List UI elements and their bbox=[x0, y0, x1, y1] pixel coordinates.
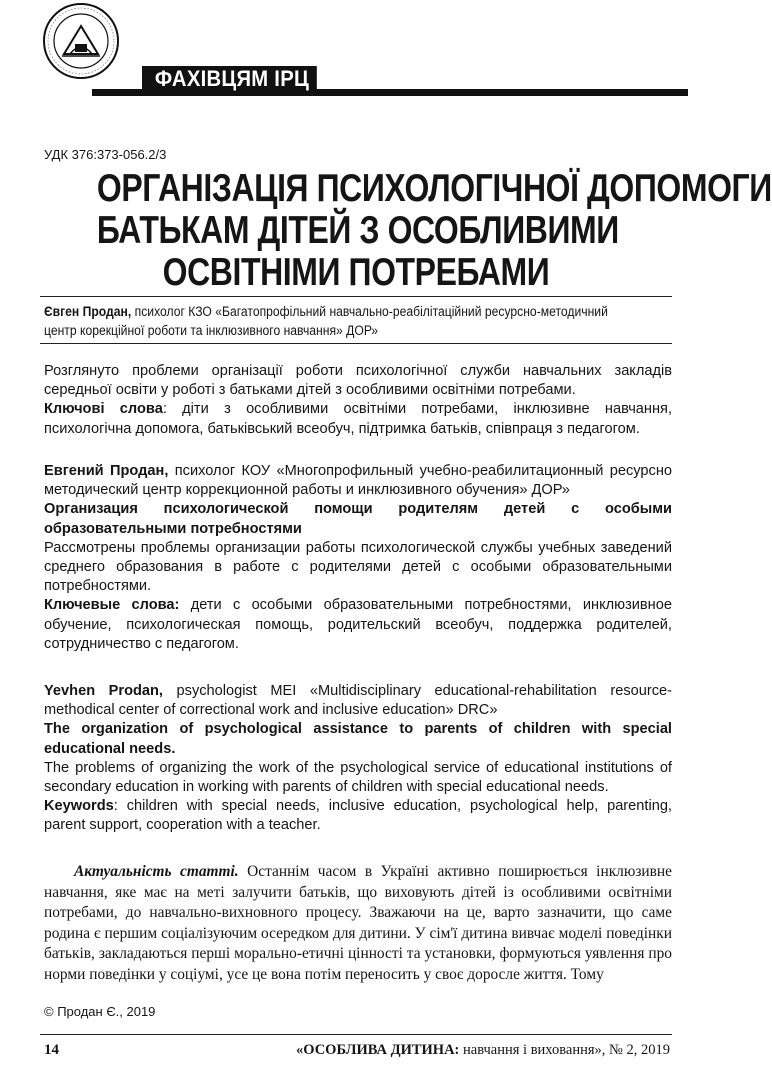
author-ua-affiliation: психолог КЗО «Багатопрофільний навчально-реабілітаційний ресурсно-методичний bbox=[131, 304, 608, 319]
keywords-ua bbox=[44, 400, 672, 438]
keywords-ru-text: дети с особыми образовательными потребностями, инклюзивное обучение, психологическая помощь, родительский всеобуч, поддержка родителей, сотрудничество с педагогом. bbox=[44, 597, 672, 652]
abstract-en bbox=[44, 682, 672, 836]
body-lead: Актуальність статті. bbox=[74, 863, 239, 880]
page-number: 14 bbox=[44, 1042, 59, 1058]
journal-name bbox=[296, 1042, 670, 1059]
body-paragraph bbox=[44, 862, 672, 986]
abstract-ru-text: Рассмотрены проблемы организации работы психологической службы учебных заведений среднего образования в работе с родителями детей с особыми образовательными потребностями. bbox=[44, 539, 672, 595]
author-en-name: Yevhen Prodan, bbox=[44, 683, 163, 699]
author-divider bbox=[40, 343, 672, 344]
footer-divider bbox=[40, 1034, 672, 1035]
title-line: ОСВІТНІМИ ПОТРЕБАМИ bbox=[162, 251, 550, 294]
title-en: The organization of psychological assistance to parents of children with special educational needs. bbox=[44, 721, 672, 757]
title-ru: Организация психологической помощи родителям детей с особыми образовательными потребностями bbox=[44, 501, 672, 537]
author-ua-name: Євген Продан, bbox=[44, 304, 132, 319]
author-ru-affiliation: психолог КОУ «Многопрофильный учебно-реабилитационный ресурсно методический центр коррекционной работы и инклюзивного обучения» ДОР» bbox=[44, 463, 672, 499]
author-ua bbox=[44, 302, 665, 340]
author-en-affiliation: psychologist MEI «Multidisciplinary educational-rehabilitation resource-methodical center of correctional work and inclusive education» DRC» bbox=[44, 683, 672, 719]
author-ua-affiliation-cont: центр корекційної роботи та інклюзивного навчання» ДОР» bbox=[44, 323, 379, 338]
journal-issue: навчання і виховання», № 2, 2019 bbox=[459, 1042, 670, 1058]
abstract-ua bbox=[44, 362, 672, 439]
title-line: БАТЬКАМ ДІТЕЙ З ОСОБЛИВИМИ bbox=[96, 209, 619, 252]
article-title bbox=[96, 167, 772, 294]
title-line: ОРГАНІЗАЦІЯ ПСИХОЛОГІЧНОЇ ДОПОМОГИ bbox=[96, 167, 772, 210]
keywords-ru-label: Ключевые слова: bbox=[44, 597, 180, 614]
body-text: Останнім часом в Україні активно поширюється інклюзивне навчання, яке має на меті залучити батьків, що виховують дітей із особливими освітніми потребами, до навчально-вихновного процесу. Зважаючи на це, варто зазначити, що саме родина є першим соціалізуючим осередком для дитини. У сім'ї дитина вивчає моделі поведінки батьків, закладаються перші морально-етичні цінності та установки, формуються уявлення про норми поведінки у соціумі, усе це вона потім переносить у своє доросле життя. Тому bbox=[44, 863, 672, 983]
copyright: © Продан Є., 2019 bbox=[44, 1004, 156, 1019]
title-divider bbox=[40, 296, 672, 297]
institute-seal-icon bbox=[42, 2, 120, 80]
keywords-en bbox=[44, 797, 672, 835]
udk-code: УДК 376:373-056.2/3 bbox=[44, 147, 167, 162]
author-ru-name: Евгений Продан, bbox=[44, 463, 169, 479]
section-label: ФАХІВЦЯМ ІРЦ bbox=[142, 66, 316, 92]
keywords-ua-label: Ключові слова bbox=[44, 401, 163, 418]
journal-title: «ОСОБЛИВА ДИТИНА: bbox=[295, 1042, 460, 1058]
abstract-en-text: The problems of organizing the work of the psychological service of educational institutions of secondary education in working with parents of children with special educational needs. bbox=[44, 759, 672, 796]
abstract-ru bbox=[44, 462, 672, 654]
abstract-ua-text: Розглянуто проблеми організації роботи психологічної служби навчальних закладів середньої освіти у роботі з батьками дітей з особливими освітніми потребами. bbox=[44, 363, 672, 399]
keywords-ua-text: : діти з особливими освітніми потребами, інклюзивне навчання, психологічна допомога, батьківський всеобуч, підтримка батьків, співпраця з педагогом. bbox=[44, 401, 672, 437]
keywords-ru bbox=[44, 596, 672, 654]
keywords-en-text: : children with special needs, inclusive education, psychological help, parenting, parent support, cooperation with a teacher. bbox=[44, 798, 672, 834]
keywords-en-label: Keywords bbox=[44, 798, 114, 815]
